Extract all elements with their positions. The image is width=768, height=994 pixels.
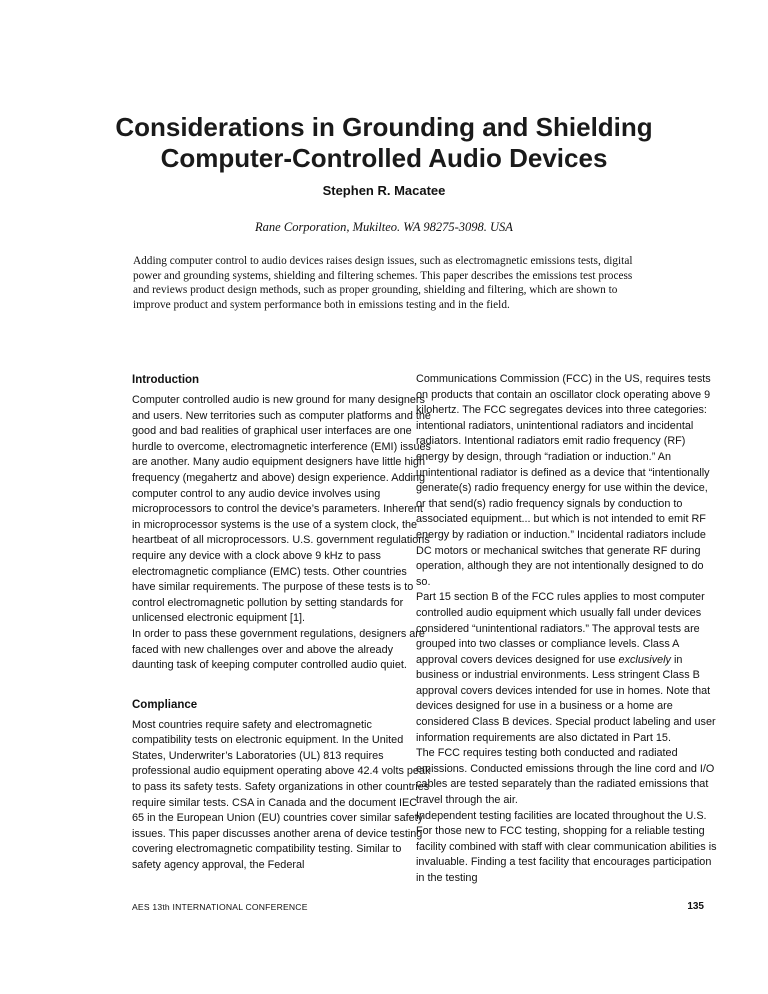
abstract-text: Adding computer control to audio devices raises design issues, such as electromagnetic emissions tests, digital power and grounding systems, shielding and filtering schemes. This paper describes the emissions test process and reviews product design methods, such as proper grounding, shielding and filtering, which are shown to improve product and system performance both in emissions testing and in the field. bbox=[133, 255, 633, 311]
title-line-2: Computer-Controlled Audio Devices bbox=[160, 143, 608, 173]
paper-title bbox=[60, 112, 708, 174]
fcc-paragraph: Communications Commission (FCC) in the US, requires tests on products that contain an oscillator clock operating above 9 kilohertz. The FCC segregates devices into three categories: intentional radiators, unintentional radiators and incidental radiators. Intentional radiators emit radio frequency (RF) energy by design, through “radiation or induction.” An unintentional radiator is defined as a device that “intentionally generate(s) radio frequency energy for use within the device, or that send(s) radio frequency signals by conduction to associated equipment... but which is not intended to emit RF energy by radiation or induction.” Incidental radiators include DC motors or mechanical switches that generate RF during operation, although they are not intentionally designed to do so. bbox=[416, 373, 711, 588]
part15-emphasis: exclusively bbox=[618, 653, 671, 666]
page-number: 135 bbox=[687, 901, 704, 912]
introduction-heading: Introduction bbox=[132, 374, 200, 386]
part15-text-b: in business or industrial environments. Less stringent Class B approval covers devices intended for use in homes. Note that devices designed for use in a business or a home are considered Class B devices. Special product labeling and user information requirements are also dictated in Part 15. bbox=[416, 653, 716, 744]
author-name: Stephen R. Macatee bbox=[322, 183, 446, 198]
author-affiliation: Rane Corporation, Mukilteo. WA 98275-3098. USA bbox=[255, 220, 513, 234]
introduction-paragraph-2: In order to pass these government regulations, designers are faced with new challenges over and above the already daunting task of keeping computer controlled audio quiet. bbox=[132, 627, 425, 672]
emissions-paragraph: The FCC requires testing both conducted and radiated emissions. Conducted emissions through the line cord and I/O cables are tested separately than the radiated emissions that travel through the air. bbox=[416, 747, 715, 807]
testing-facility-paragraph: Independent testing facilities are located throughout the U.S. For those new to FCC testing, shopping for a reliable testing facility combined with staff with clear communication abilities is invaluable. Finding a test facility that encourages participation in the testing bbox=[416, 809, 717, 884]
compliance-heading: Compliance bbox=[132, 698, 198, 711]
footer-conference: AES 13th INTERNATIONAL CONFERENCE bbox=[132, 902, 308, 912]
abstract bbox=[133, 254, 649, 312]
compliance-paragraph-1: Most countries require safety and electromagnetic compatibility tests on electronic equipment. In the United States, Underwriter’s Laboratories (UL) 813 requires professional audio equipment operating above 42.4 volts peak to pass its safety tests. Safety organizations in other countries require similar tests. CSA in Canada and the document IEC 65 in the European Union (EU) countries cover similar safety issues. This paper discusses another arena of device testing covering electromagnetic compatibility testing. Similar to safety agency approval, the Federal bbox=[132, 718, 431, 872]
introduction-paragraph-1: Computer controlled audio is new ground for many designers and users. New territories such as computer platforms and the good and bad realities of graphical user interfaces are one hurdle to overcome, electromagnetic interference (EMI) issues are another. Many audio equipment designers have little high frequency (megahertz and above) design experience. Adding computer control to any audio device involves using microprocessors to control the device’s parameters. Inherent in microprocessor systems is the use of a system clock, the heartbeat of all microprocessors. U.S. government regulations require any device with a clock above 9 kHz to pass electromagnetic compliance (EMC) tests. Other countries have similar requirements. The purpose of these tests is to control electromagnetic pollution by setting standards for unlicensed electronic equipment [1]. bbox=[132, 394, 431, 625]
part15-paragraph bbox=[416, 590, 718, 746]
title-line-1: Considerations in Grounding and Shielding bbox=[115, 112, 653, 142]
part15-text-a: Part 15 section B of the FCC rules applies to most computer controlled audio equipment which usually fall under devices considered “unintentional radiators.” The approval tests are grouped into two classes or compliance levels. Class A approval covers devices designed for use bbox=[416, 591, 705, 666]
left-column bbox=[132, 372, 432, 874]
right-column bbox=[416, 372, 718, 887]
